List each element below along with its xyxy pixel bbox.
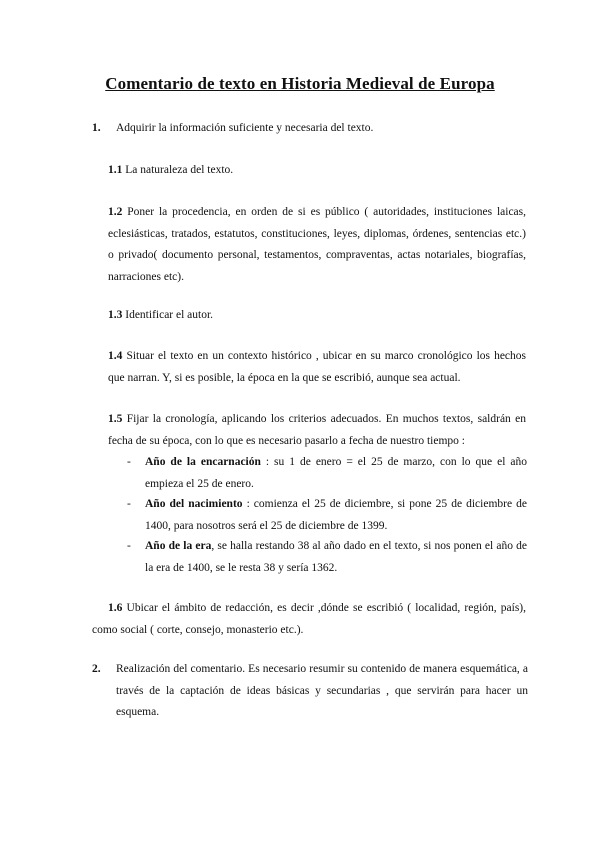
bullet-dash: -	[127, 498, 131, 510]
subsection-1-3-number: 1.3	[108, 309, 123, 321]
subsection-1-2-number: 1.2	[108, 206, 123, 218]
subsection-1-2-text: Poner la procedencia, en orden de si es público ( autoridades, instituciones laicas, eclesiásticas, tratados, estatutos, constituciones, leyes, diplomas, órdenes, sentencias etc.) o privado( documento personal, testamentos, compraventas, actas notariales, biografías, narraciones etc).	[108, 206, 526, 283]
section-2-text: Realización del comentario. Es necesario resumir su contenido de manera esquemática, a través de la captación de ideas básicas y secundarias , que servirán para hacer un esquema.	[116, 663, 528, 718]
subsection-1-1	[108, 160, 528, 182]
bullet-text	[145, 536, 527, 579]
subsection-1-6-number: 1.6	[108, 602, 123, 614]
section-2-number: 2.	[92, 663, 101, 675]
subsection-1-1-text: La naturaleza del texto.	[125, 164, 234, 176]
subsection-1-2	[108, 202, 526, 288]
bullet-description: : comienza el 25 de diciembre, si pone 25 de diciembre de 1400, para nosotros será el 25 de diciembre de 1399.	[145, 498, 527, 532]
subsection-1-5-text: Fijar la cronología, aplicando los criterios adecuados. En muchos textos, saldrán en fecha de su época, con lo que es necesario pasarlo a fecha de nuestro tiempo :	[108, 413, 526, 447]
bullet-text	[145, 452, 527, 495]
bullet-term: Año de la encarnación	[145, 456, 261, 468]
subsection-1-6-text: Ubicar el ámbito de redacción, es decir ,dónde se escribió ( localidad, región, país), como social ( corte, consejo, monasterio etc.).	[92, 602, 527, 636]
section-1-number: 1.	[92, 122, 101, 134]
page-title: Comentario de texto en Historia Medieval de Europa	[105, 74, 495, 93]
section-1-text: Adquirir la información suficiente y necesaria del texto.	[116, 122, 374, 134]
bullet-item	[127, 536, 527, 580]
subsection-1-6	[92, 598, 526, 641]
subsection-1-4	[108, 346, 526, 389]
bullet-item	[127, 494, 527, 538]
bullet-dash: -	[127, 456, 131, 468]
bullet-dash: -	[127, 540, 131, 552]
subsection-1-5	[108, 409, 526, 452]
subsection-1-4-text: Situar el texto en un contexto histórico , ubicar en su marco cronológico los hechos que narran. Y, si es posible, la época en la que se escribió, aunque sea actual.	[108, 350, 527, 384]
bullet-term: Año de la era	[145, 540, 212, 552]
subsection-1-3-text: Identificar el autor.	[125, 309, 214, 321]
bullet-term: Año del nacimiento	[145, 498, 243, 510]
bullet-description: , se halla restando 38 al año dado en el texto, si nos ponen el año de la era de 1400, se le resta 38 y sería 1362.	[145, 540, 527, 574]
bullet-description: : su 1 de enero = el 25 de marzo, con lo que el año empieza el 25 de enero.	[145, 456, 527, 490]
bullet-text	[145, 494, 527, 537]
bullet-item	[127, 452, 527, 496]
subsection-1-4-number: 1.4	[108, 350, 123, 362]
subsection-1-1-number: 1.1	[108, 164, 123, 176]
subsection-1-5-number: 1.5	[108, 413, 123, 425]
subsection-1-3	[108, 305, 526, 327]
